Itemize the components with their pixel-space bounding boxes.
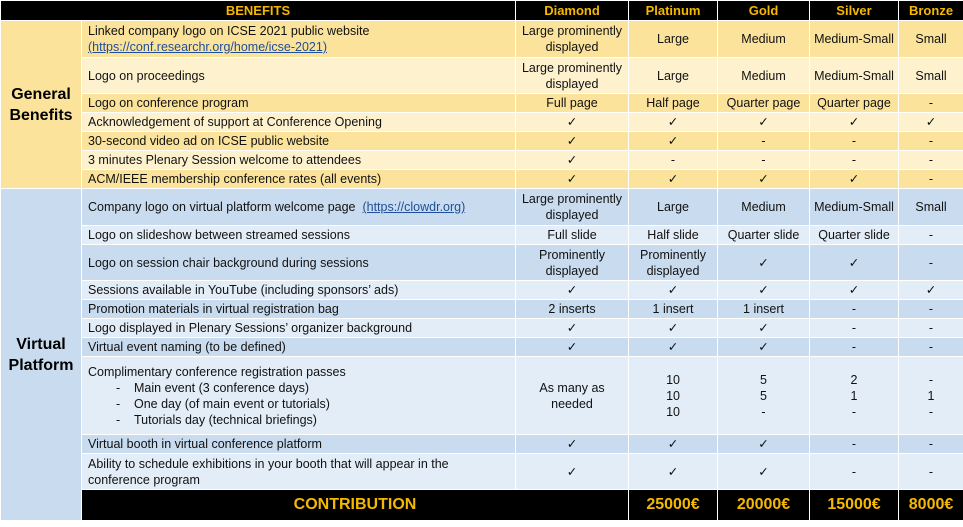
bronze-value: - [899, 132, 963, 151]
table-row [1, 132, 963, 151]
table-row [1, 58, 963, 94]
bronze-value: Small [899, 21, 963, 58]
benefit-label: Complimentary conference registration passes - Main event (3 conference days) - One day (of main event or tutorials) - Tutorials day (technical briefings) [82, 357, 516, 435]
tier-header-gold: Gold [718, 1, 810, 21]
bronze-value: - [899, 300, 963, 319]
silver-value: - [810, 435, 899, 454]
silver-value: Medium-Small [810, 21, 899, 58]
gold-value: ✓ [718, 338, 810, 357]
tier-header-silver: Silver [810, 1, 899, 21]
platinum-value: Prominently displayed [629, 245, 718, 281]
tier-header-platinum: Platinum [629, 1, 718, 21]
platinum-value: - [629, 151, 718, 170]
registration-passes-row [1, 357, 963, 435]
silver-value: ✓ [810, 113, 899, 132]
bronze-value: - [899, 94, 963, 113]
platinum-value: Half slide [629, 226, 718, 245]
table-row [1, 454, 963, 490]
platinum-value: 1 insert [629, 300, 718, 319]
bronze-value: - [899, 454, 963, 490]
benefit-label: Ability to schedule exhibitions in your booth that will appear in the conference program [82, 454, 516, 490]
gold-price: 15000€ [810, 490, 899, 521]
pass-item: - Main event (3 conference days) [88, 380, 512, 396]
contribution-label: CONTRIBUTION [82, 490, 629, 521]
bronze-value: - [899, 338, 963, 357]
silver-value: Quarter slide [810, 226, 899, 245]
diamond-value: ✓ [516, 113, 629, 132]
benefit-label: Logo on slideshow between streamed sessions [82, 226, 516, 245]
diamond-value: ✓ [516, 319, 629, 338]
diamond-value: ✓ [516, 454, 629, 490]
bronze-value: Small [899, 189, 963, 226]
benefit-label: 30-second video ad on ICSE public website [82, 132, 516, 151]
table-row [1, 21, 963, 58]
platinum-value: Large [629, 21, 718, 58]
diamond-value: Large prominently displayed [516, 21, 629, 58]
benefit-label: 3 minutes Plenary Session welcome to attendees [82, 151, 516, 170]
diamond-value: Large prominently displayed [516, 189, 629, 226]
category-general-benefits: General Benefits [1, 21, 82, 189]
gold-value: ✓ [718, 435, 810, 454]
benefit-label: Linked company logo on ICSE 2021 public website (https://conf.researchr.org/home/icse-2021) [82, 21, 516, 58]
platinum-price: 20000€ [718, 490, 810, 521]
diamond-value: ✓ [516, 435, 629, 454]
table-row [1, 300, 963, 319]
platinum-value: ✓ [629, 132, 718, 151]
table-row [1, 189, 963, 226]
benefit-label: Logo on session chair background during sessions [82, 245, 516, 281]
gold-value: ✓ [718, 245, 810, 281]
table-row [1, 281, 963, 300]
diamond-value: 2 inserts [516, 300, 629, 319]
table-row [1, 338, 963, 357]
gold-value: Quarter slide [718, 226, 810, 245]
gold-value: Medium [718, 58, 810, 94]
table-row [1, 319, 963, 338]
benefit-label: Logo on conference program [82, 94, 516, 113]
benefit-label: Logo on proceedings [82, 58, 516, 94]
gold-value: ✓ [718, 170, 810, 189]
icse-website-link[interactable]: (https://conf.researchr.org/home/icse-2021) [88, 40, 328, 54]
silver-value: - [810, 151, 899, 170]
silver-value: 2 1 - [810, 357, 899, 435]
benefit-label: Company logo on virtual platform welcome page (https://clowdr.org) [82, 189, 516, 226]
silver-value: ✓ [810, 281, 899, 300]
benefit-label: Promotion materials in virtual registration bag [82, 300, 516, 319]
gold-value: - [718, 132, 810, 151]
platinum-value: ✓ [629, 281, 718, 300]
platinum-value: Large [629, 58, 718, 94]
platinum-value: ✓ [629, 435, 718, 454]
diamond-value: As many as needed [516, 357, 629, 435]
gold-value: ✓ [718, 319, 810, 338]
silver-value: ✓ [810, 245, 899, 281]
platinum-value: ✓ [629, 170, 718, 189]
bronze-value: - [899, 319, 963, 338]
gold-value: Quarter page [718, 94, 810, 113]
table-row [1, 435, 963, 454]
platinum-value: ✓ [629, 113, 718, 132]
silver-value: - [810, 338, 899, 357]
benefit-label: Logo displayed in Plenary Sessions’ organizer background [82, 319, 516, 338]
diamond-value: ✓ [516, 281, 629, 300]
bronze-value: ✓ [899, 281, 963, 300]
diamond-value: ✓ [516, 338, 629, 357]
pass-item: - One day (of main event or tutorials) [88, 396, 512, 412]
table-row [1, 170, 963, 189]
contribution-row [1, 490, 963, 521]
benefit-label: Virtual booth in virtual conference platform [82, 435, 516, 454]
bronze-value: - [899, 226, 963, 245]
bronze-value: - [899, 245, 963, 281]
tier-header-diamond: Diamond [516, 1, 629, 21]
table-row [1, 94, 963, 113]
silver-value: Medium-Small [810, 189, 899, 226]
silver-value: - [810, 454, 899, 490]
diamond-value: ✓ [516, 132, 629, 151]
platinum-value: ✓ [629, 319, 718, 338]
gold-value: ✓ [718, 281, 810, 300]
gold-value: - [718, 151, 810, 170]
table-row [1, 226, 963, 245]
platinum-value: 10 10 10 [629, 357, 718, 435]
bronze-value: - 1 - [899, 357, 963, 435]
gold-value: 1 insert [718, 300, 810, 319]
table-row [1, 151, 963, 170]
gold-value: ✓ [718, 113, 810, 132]
platinum-value: Large [629, 189, 718, 226]
gold-value: 5 5 - [718, 357, 810, 435]
gold-value: Medium [718, 189, 810, 226]
gold-value: Medium [718, 21, 810, 58]
bronze-value: - [899, 170, 963, 189]
diamond-value: Full page [516, 94, 629, 113]
pass-item: - Tutorials day (technical briefings) [88, 412, 512, 428]
bronze-value: ✓ [899, 113, 963, 132]
bronze-value: - [899, 151, 963, 170]
benefit-label: ACM/IEEE membership conference rates (all events) [82, 170, 516, 189]
bronze-value: Small [899, 58, 963, 94]
silver-value: - [810, 300, 899, 319]
diamond-value: Full slide [516, 226, 629, 245]
silver-value: - [810, 319, 899, 338]
tier-header-bronze: Bronze [899, 1, 963, 21]
table-row [1, 245, 963, 281]
platinum-value: ✓ [629, 454, 718, 490]
diamond-value: Prominently displayed [516, 245, 629, 281]
silver-value: - [810, 132, 899, 151]
silver-value: Medium-Small [810, 58, 899, 94]
benefit-label: Acknowledgement of support at Conference Opening [82, 113, 516, 132]
platinum-value: Half page [629, 94, 718, 113]
benefits-header: BENEFITS [1, 1, 516, 21]
table-row [1, 113, 963, 132]
bronze-value: - [899, 435, 963, 454]
silver-value: Quarter page [810, 94, 899, 113]
clowdr-link[interactable]: (https://clowdr.org) [362, 200, 466, 214]
platinum-value: ✓ [629, 338, 718, 357]
diamond-value: ✓ [516, 170, 629, 189]
benefit-label: Sessions available in YouTube (including sponsors’ ads) [82, 281, 516, 300]
silver-value: ✓ [810, 170, 899, 189]
gold-value: ✓ [718, 454, 810, 490]
benefit-label: Virtual event naming (to be defined) [82, 338, 516, 357]
diamond-value: ✓ [516, 151, 629, 170]
table-header-row [1, 1, 963, 21]
category-virtual-platform: Virtual Platform [1, 189, 82, 521]
diamond-price: 25000€ [629, 490, 718, 521]
silver-price: 8000€ [899, 490, 963, 521]
diamond-value: Large prominently displayed [516, 58, 629, 94]
